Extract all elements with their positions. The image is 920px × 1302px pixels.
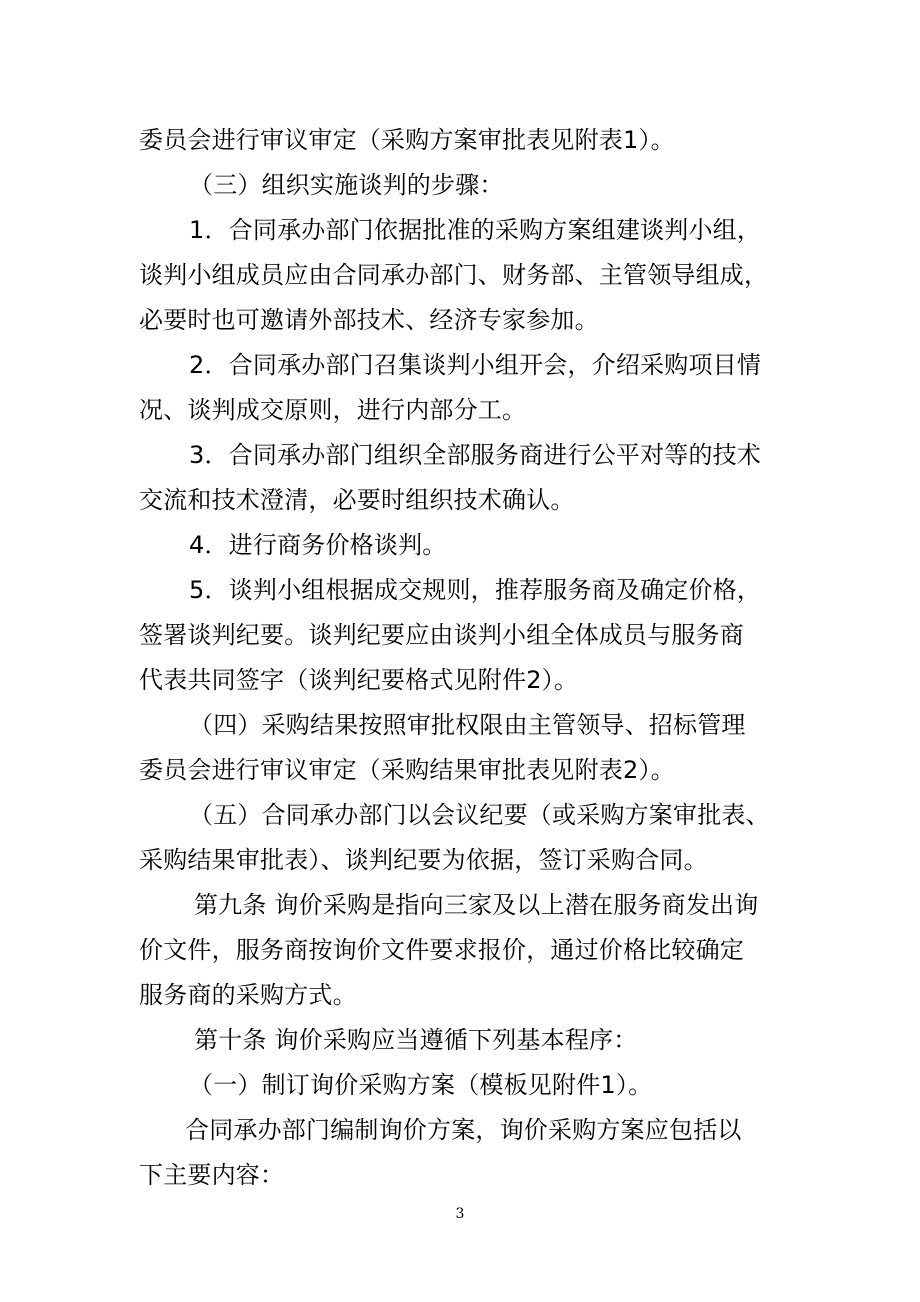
text-line: 代表共同签字（谈判纪要格式见附件2）。 (139, 666, 579, 694)
text-line: 合同承办部门编制询价方案，询价采购方案应包括以 (185, 1116, 742, 1144)
numbered-item: 5．谈判小组根据成交规则，推荐服务商及确定价格， (189, 576, 762, 604)
section-heading: （五）合同承办部门以会议纪要（或采购方案审批表、 (189, 801, 770, 829)
section-heading: （四）采购结果按照审批权限由主管领导、招标管理 (189, 711, 746, 739)
section-heading: （三）组织实施谈判的步骤： (189, 171, 504, 199)
text-line: 价文件，服务商按询价文件要求报价，通过价格比较确定 (139, 936, 744, 964)
text-line: 况、谈判成交原则，进行内部分工。 (139, 396, 527, 424)
numbered-item: 3．合同承办部门组织全部服务商进行公平对等的技术 (189, 441, 762, 469)
numbered-item: 1．合同承办部门依据批准的采购方案组建谈判小组， (189, 216, 762, 244)
text-line: 服务商的采购方式。 (139, 981, 357, 1009)
page-number: 3 (455, 1206, 465, 1222)
text-line: 谈判小组成员应由合同承办部门、财务部、主管领导组成， (139, 261, 769, 289)
text-line: 签署谈判纪要。谈判纪要应由谈判小组全体成员与服务商 (139, 621, 744, 649)
text-line: 采购结果审批表）、谈判纪要为依据，签订采购合同。 (139, 846, 708, 874)
section-heading: （一）制订询价采购方案（模板见附件1）。 (189, 1071, 653, 1099)
numbered-item: 4．进行商务价格谈判。 (189, 531, 447, 559)
article-heading: 第九条 询价采购是指向三家及以上潜在服务商发出询 (194, 891, 759, 919)
document-body (139, 118, 789, 1198)
text-line: 委员会进行审议审定（采购结果审批表见附表2）。 (139, 756, 675, 784)
article-heading: 第十条 询价采购应当遵循下列基本程序： (194, 1026, 638, 1054)
numbered-item: 2．合同承办部门召集谈判小组开会，介绍采购项目情 (189, 351, 762, 379)
text-line: 必要时也可邀请外部技术、经济专家参加。 (139, 306, 599, 334)
text-line: 交流和技术澄清，必要时组织技术确认。 (139, 486, 575, 514)
text-line: 下主要内容： (139, 1161, 285, 1189)
text-line: 委员会进行审议审定（采购方案审批表见附表1）。 (139, 126, 675, 154)
